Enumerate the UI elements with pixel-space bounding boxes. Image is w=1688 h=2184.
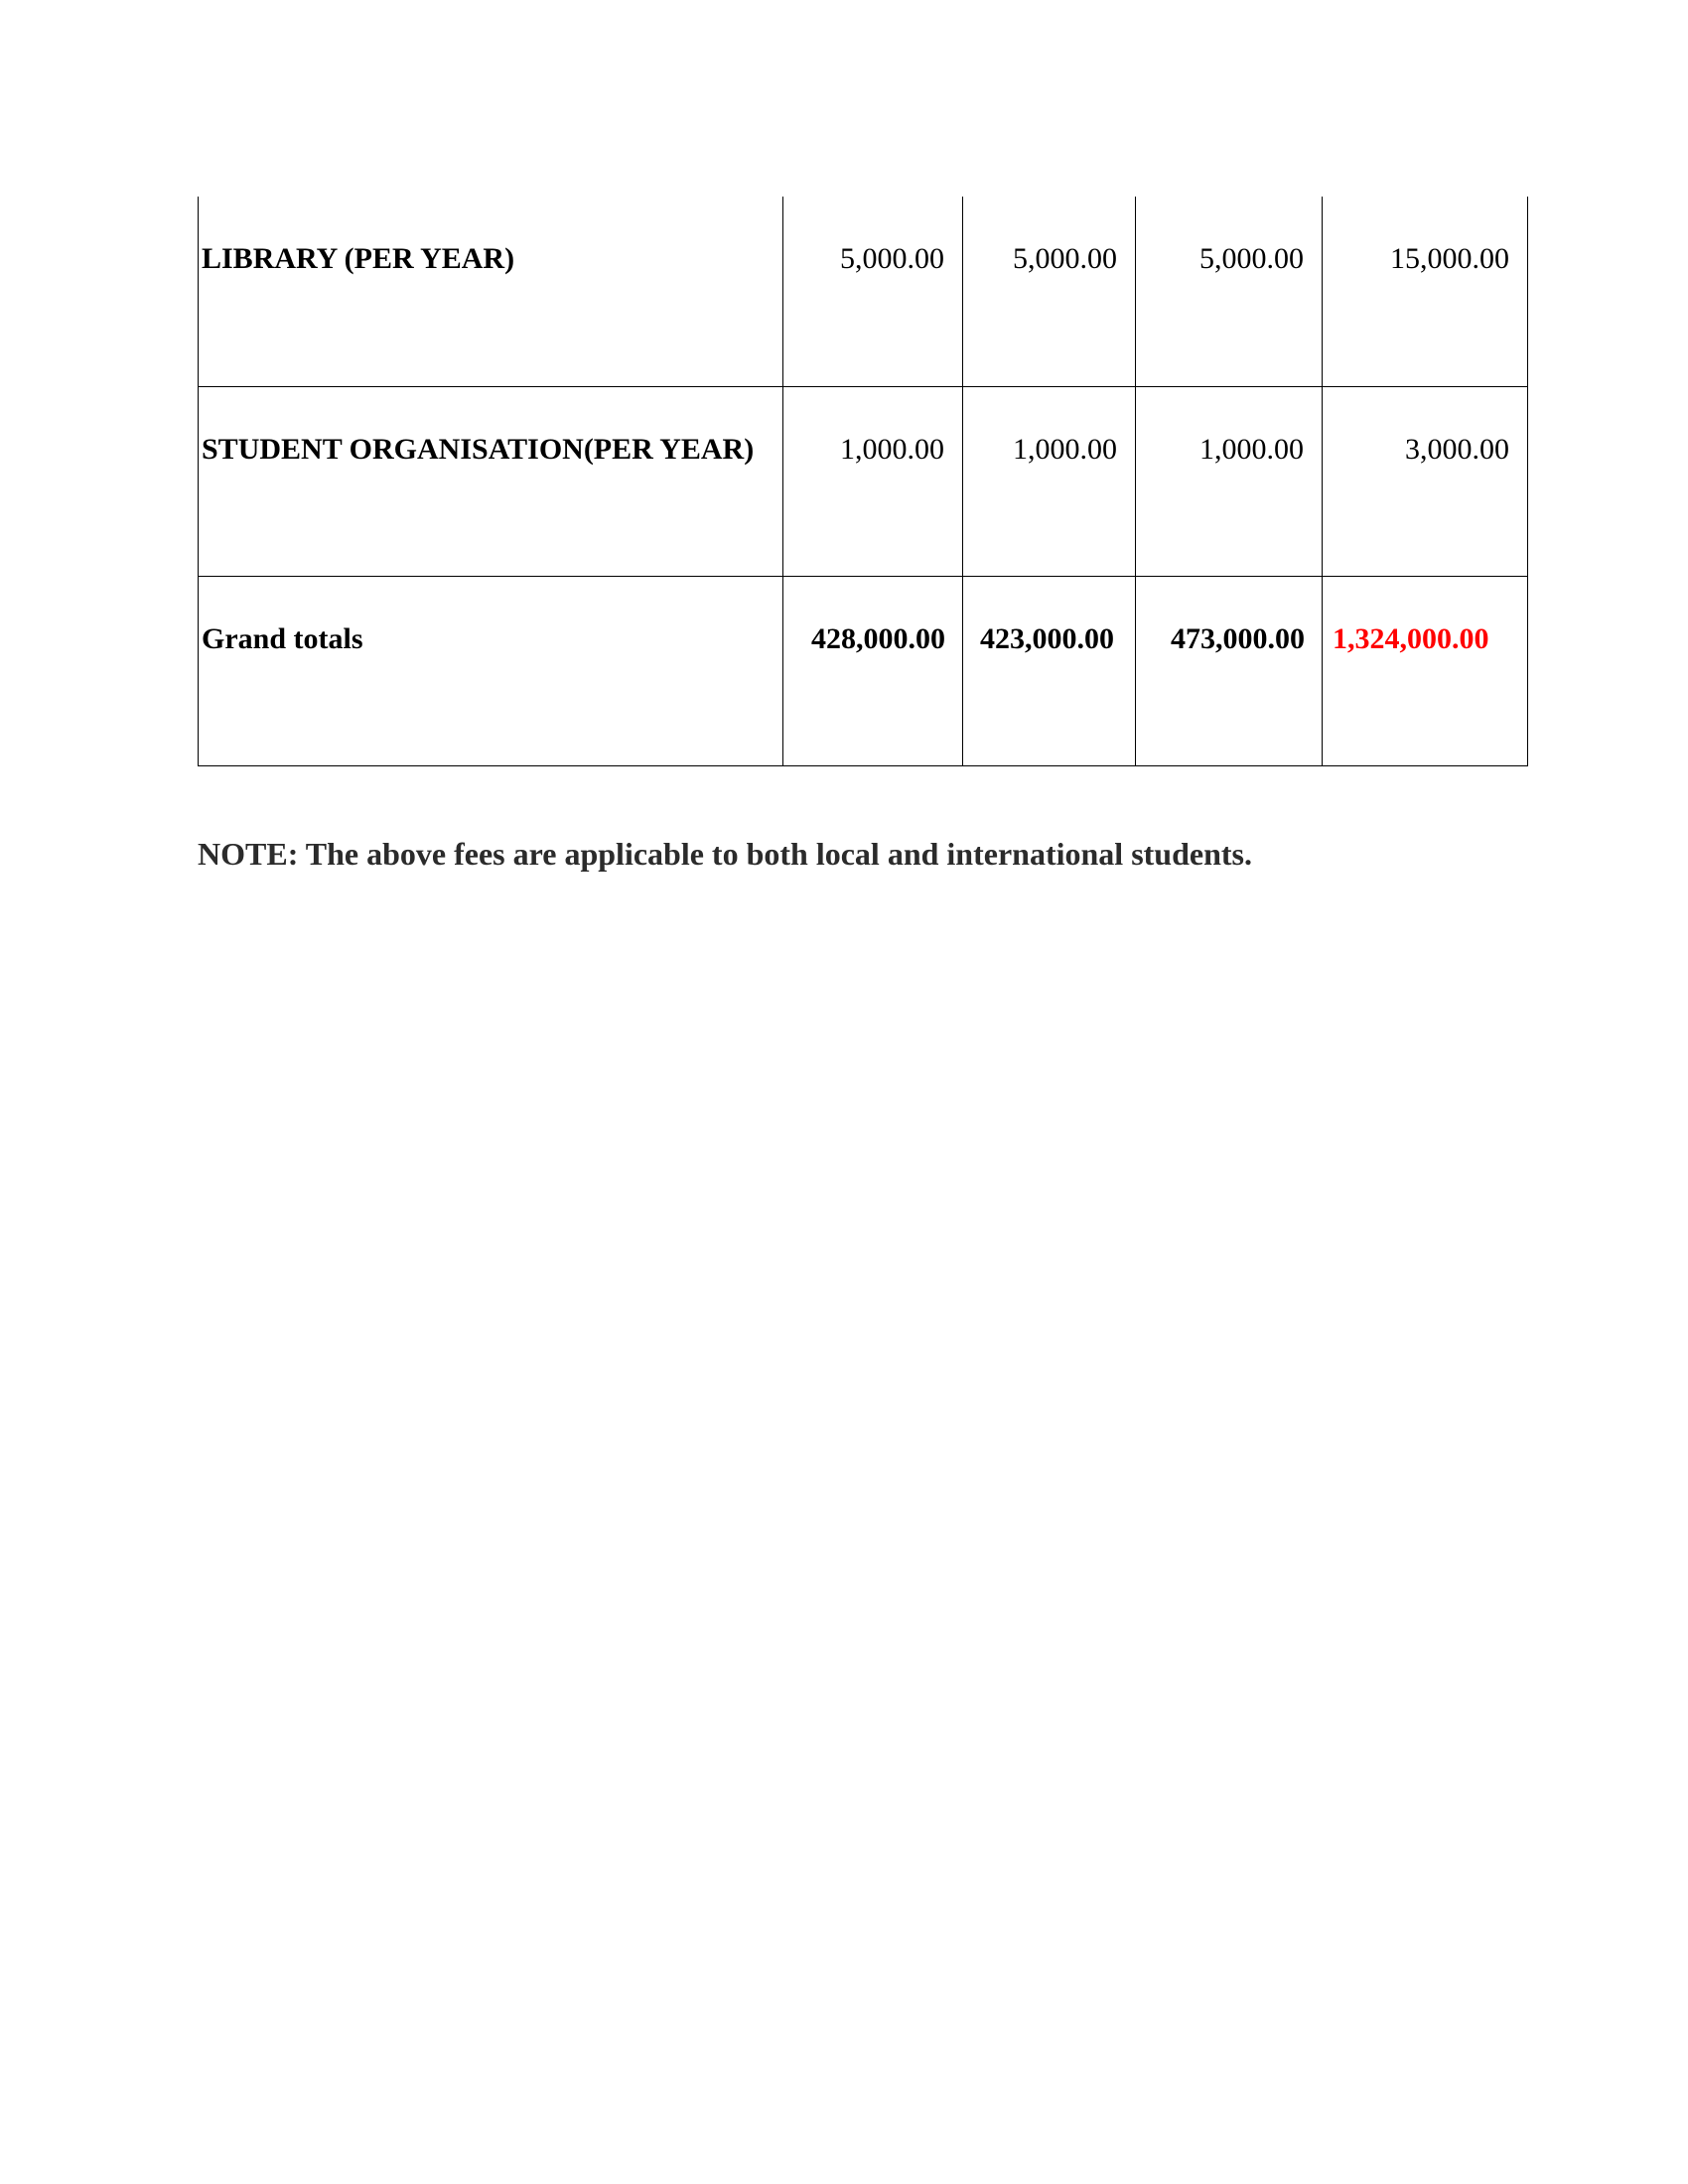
total-year-1: 428,000.00 <box>783 576 963 765</box>
cell-value: 1,000.00 <box>783 386 963 576</box>
grand-totals-label: Grand totals <box>199 576 783 765</box>
cell-value: 5,000.00 <box>963 197 1136 386</box>
total-year-3: 473,000.00 <box>1136 576 1323 765</box>
grand-totals-row <box>199 576 1528 765</box>
fee-table <box>198 197 1528 766</box>
row-label-library: LIBRARY (PER YEAR) <box>199 197 783 386</box>
cell-value: 5,000.00 <box>783 197 963 386</box>
table-row <box>199 197 1528 386</box>
cell-value: 1,000.00 <box>1136 386 1323 576</box>
cell-value-total: 15,000.00 <box>1323 197 1528 386</box>
table-row <box>199 386 1528 576</box>
total-year-2: 423,000.00 <box>963 576 1136 765</box>
grand-total-value: 1,324,000.00 <box>1323 576 1528 765</box>
fees-note: NOTE: The above fees are applicable to both local and international students. <box>198 836 1252 872</box>
cell-value: 1,000.00 <box>963 386 1136 576</box>
cell-value: 5,000.00 <box>1136 197 1323 386</box>
cell-value-total: 3,000.00 <box>1323 386 1528 576</box>
row-label-student-organisation: STUDENT ORGANISATION(PER YEAR) <box>199 386 783 576</box>
